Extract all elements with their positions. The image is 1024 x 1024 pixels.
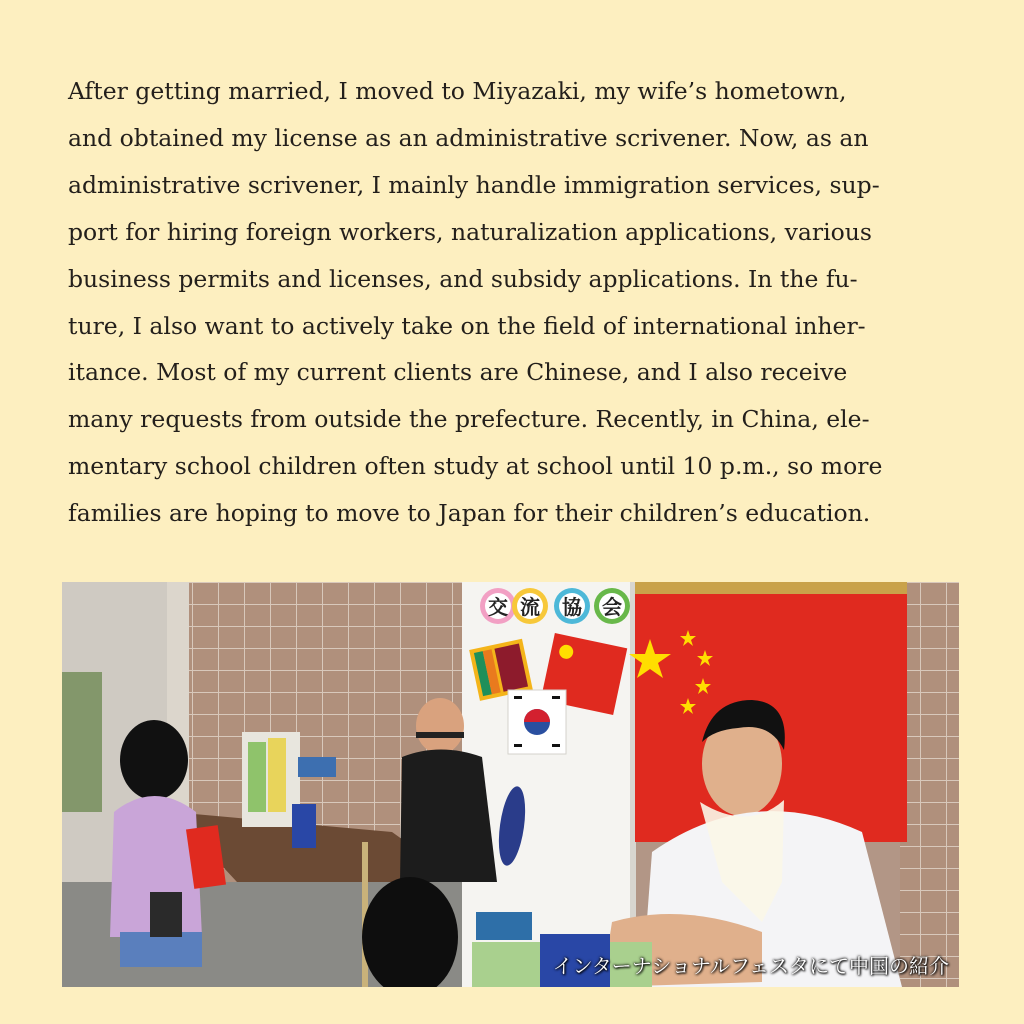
banner-character: 流 [520, 595, 540, 619]
banner-circle [594, 588, 630, 624]
korea-flag [508, 690, 566, 754]
top-banner-strip [635, 582, 907, 594]
banner-circle [512, 588, 548, 624]
banner-character: 交 [488, 595, 508, 619]
article-line: port for hiring foreign workers, naturalization applications, various [68, 217, 872, 246]
article-line: ture, I also want to actively take on the field of international inher- [68, 311, 866, 340]
event-photo [62, 582, 959, 987]
article-line: administrative scrivener, I mainly handle immigration services, sup- [68, 170, 880, 199]
article-line: families are hoping to move to Japan for their children’s education. [68, 499, 871, 528]
article-line: After getting married, I moved to Miyazaki, my wife’s hometown, [68, 77, 847, 105]
chair [298, 757, 336, 777]
article-line: business permits and licenses, and subsidy applications. In the fu- [68, 264, 858, 293]
banner-circle [554, 588, 590, 624]
photo-caption: インターナショナルフェスタにて中国の紹介 [552, 954, 949, 978]
article-line: mentary school children often study at school until 10 p.m., so more [68, 452, 883, 481]
banner-circle [480, 588, 516, 624]
book [268, 738, 286, 812]
foliage [62, 672, 102, 812]
chair [476, 912, 532, 940]
tiled-wall-right [900, 582, 959, 987]
article-line: and obtained my license as an administrative scrivener. Now, as an [68, 123, 869, 152]
article-line: many requests from outside the prefecture. Recently, in China, ele- [68, 405, 870, 434]
article-paragraph [68, 68, 958, 537]
event-photo-illustration [62, 582, 959, 987]
article-line: itance. Most of my current clients are Chinese, and I also receive [68, 358, 848, 387]
game-board [292, 804, 316, 848]
book [248, 742, 266, 812]
banner-character: 会 [602, 595, 622, 619]
banner-character: 協 [562, 595, 582, 619]
